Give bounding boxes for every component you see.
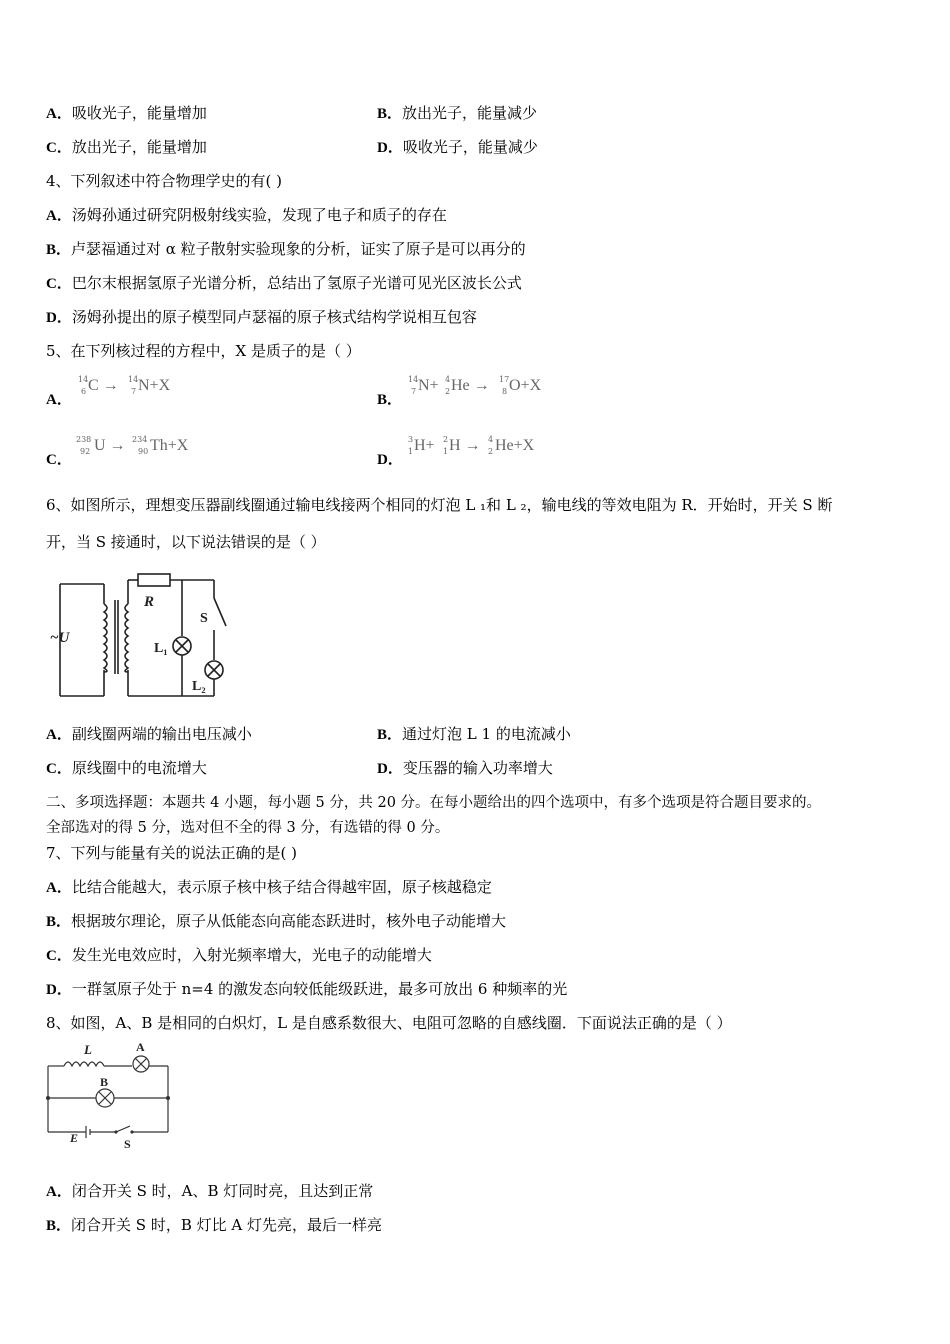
q6-transformer-circuit-figure bbox=[48, 572, 238, 702]
q4-option-d: D．汤姆孙提出的原子模型同卢瑟福的原子核式结构学说相互包容 bbox=[46, 308, 477, 326]
q5-option-a-label: A． bbox=[46, 392, 72, 408]
q4-option-b: B．卢瑟福通过对 α 粒子散射实验现象的分析，证实了原子是可以再分的 bbox=[46, 240, 526, 258]
q8-fig-lamp-a-label: A bbox=[136, 1040, 145, 1054]
q6-fig-lamp2-label: L₂ bbox=[192, 679, 206, 694]
q6-fig-source-label: ~U bbox=[50, 630, 70, 646]
q8-fig-switch-label: S bbox=[124, 1137, 131, 1151]
q6-fig-resistor-label: R bbox=[144, 594, 155, 610]
q4-stem: 4、下列叙述中符合物理学史的有( ) bbox=[46, 172, 283, 190]
q4-option-c: C．巴尔末根据氢原子光谱分析，总结出了氢原子光谱可见光区波长公式 bbox=[46, 274, 522, 292]
section2-intro-line2: 全部选对的得 5 分，选对但不全的得 3 分，有选错的得 0 分。 bbox=[46, 820, 450, 836]
q8-fig-lamp-b-label: B bbox=[100, 1075, 109, 1089]
q3-option-d: D．吸收光子，能量减少 bbox=[377, 138, 538, 156]
q5-option-d-equation: 3 1 H+ 2 1 H → 4 2 He+X bbox=[408, 435, 535, 456]
q8-inductor-circuit-figure bbox=[42, 1040, 176, 1152]
q3-option-b: B．放出光子，能量减少 bbox=[377, 104, 538, 122]
q6-fig-switch-label: S bbox=[200, 611, 208, 626]
q5-stem: 5、在下列核过程的方程中，X 是质子的是（ ） bbox=[46, 342, 361, 360]
q6-option-a: A．副线圈两端的输出电压减小 bbox=[46, 725, 252, 743]
q8-fig-inductor-label: L bbox=[84, 1042, 92, 1057]
q5-option-c-label: C． bbox=[46, 452, 72, 468]
q7-stem: 7、下列与能量有关的说法正确的是( ) bbox=[46, 844, 298, 862]
q4-option-a: A．汤姆孙通过研究阴极射线实验，发现了电子和质子的存在 bbox=[46, 206, 447, 224]
q8-option-b: B．闭合开关 S 时，B 灯比 A 灯先亮，最后一样亮 bbox=[46, 1216, 382, 1234]
q5-option-c-equation: 238 92 U → 234 90 Th+X bbox=[76, 435, 189, 456]
q6-option-c: C．原线圈中的电流增大 bbox=[46, 759, 207, 777]
q6-stem-line1: 6、如图所示，理想变压器副线圈通过输电线接两个相同的灯泡 L ₁和 L ₂，输电线的等效电阻为 R．开始时，开关 S 断 bbox=[46, 496, 833, 514]
q8-stem: 8、如图，A、B 是相同的白炽灯，L 是自感系数很大、电阻可忽略的自感线圈．下面说法正确的是（ ） bbox=[46, 1014, 732, 1032]
q5-option-b-label: B． bbox=[377, 392, 403, 408]
q3-option-c: C．放出光子，能量增加 bbox=[46, 138, 207, 156]
q7-option-c: C．发生光电效应时，入射光频率增大，光电子的动能增大 bbox=[46, 946, 432, 964]
q6-fig-lamp1-label: L₁ bbox=[154, 641, 168, 656]
q5-option-a-equation: 14 6 C → 14 7 N+X bbox=[78, 375, 171, 396]
section2-intro-line1: 二、多项选择题：本题共 4 小题，每小题 5 分，共 20 分。在每小题给出的四个选项中，有多个选项是符合题目要求的。 bbox=[46, 795, 822, 811]
q7-option-d: D．一群氢原子处于 n=4 的激发态向较低能级跃进，最多可放出 6 种频率的光 bbox=[46, 980, 568, 998]
q7-option-a: A．比结合能越大，表示原子核中核子结合得越牢固，原子核越稳定 bbox=[46, 878, 492, 896]
q5-option-d-label: D． bbox=[377, 452, 403, 468]
q6-stem-line2: 开，当 S 接通时，以下说法错误的是（ ） bbox=[46, 533, 326, 551]
q6-option-d: D．变压器的输入功率增大 bbox=[377, 759, 553, 777]
q3-option-a: A．吸收光子，能量增加 bbox=[46, 104, 207, 122]
q6-option-b: B．通过灯泡 L 1 的电流减小 bbox=[377, 725, 571, 743]
q5-option-b-equation: 14 7 N+ 4 2 He → 17 8 O+X bbox=[408, 375, 542, 396]
q8-fig-battery-label: E bbox=[70, 1131, 79, 1145]
q8-option-a: A．闭合开关 S 时，A、B 灯同时亮，且达到正常 bbox=[46, 1182, 374, 1200]
q7-option-b: B．根据玻尔理论，原子从低能态向高能态跃进时，核外电子动能增大 bbox=[46, 912, 507, 930]
